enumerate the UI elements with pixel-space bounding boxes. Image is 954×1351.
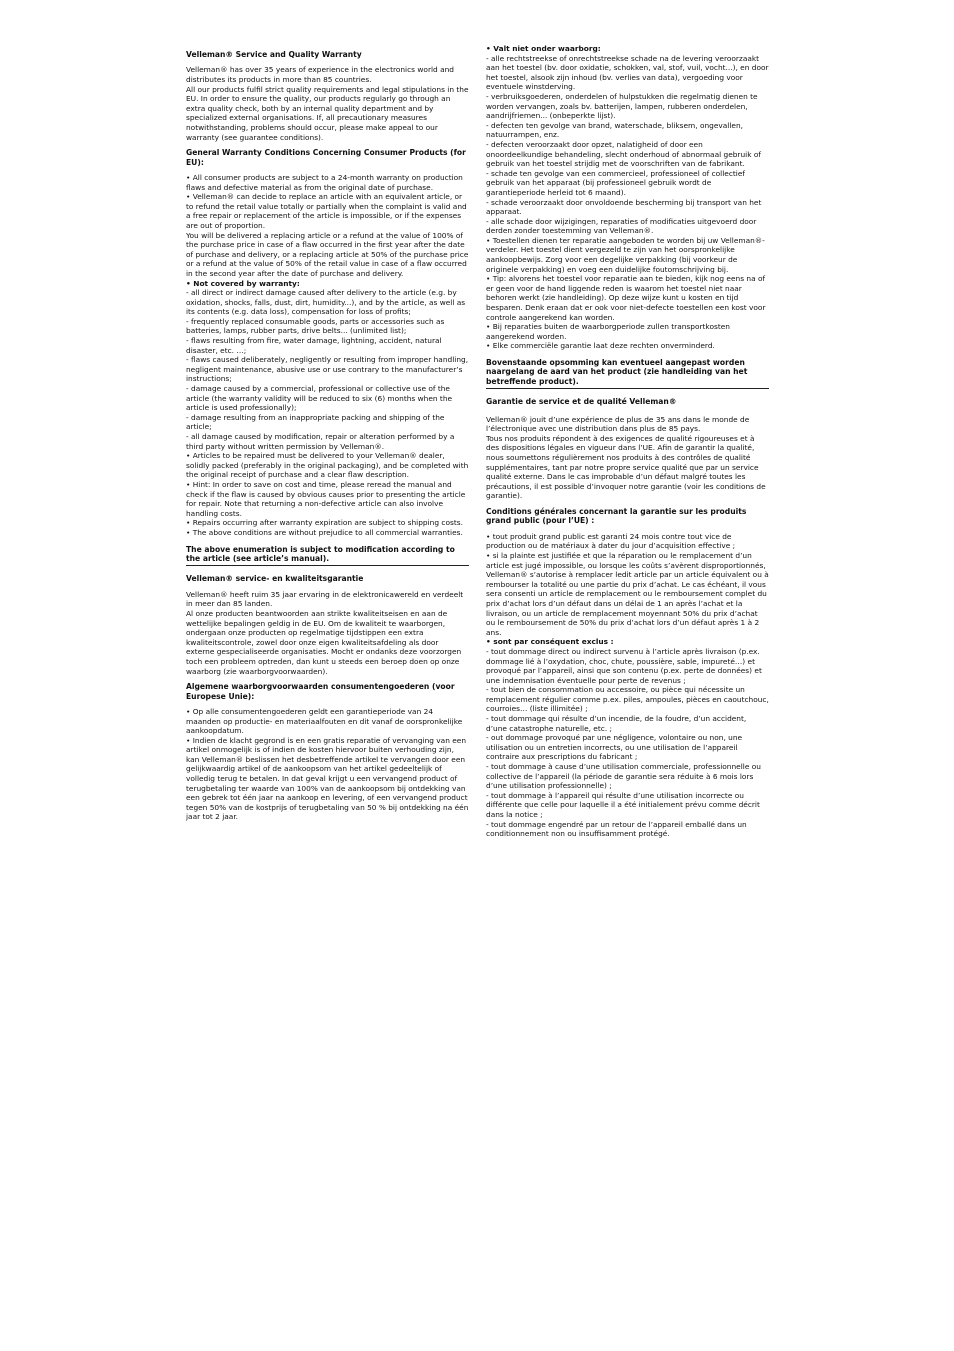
nl-conditions-body: • Op alle consumentengoederen geldt een garantieperiode van 24 maanden op productie- en materiaalfouten en dit vanaf de oorspronkelijke aankoopdatum. • Indien de klacht gegrond is en een gratis reparatie of vervanging van een artikel onmogelijk is of indien de kosten hiervoor buiten verhouding zijn, kan Velleman® beslissen het desbetreffende artikel te vervangen door een gelijkwaardig artikel of de aankoopsom van het artikel gedeeltelijk of volledig terug te betalen. In dat geval krijgt u een vervangend product of terugbetaling ter waarde van 100% van de aankoopsom bij ontdekking van een gebrek tot één jaar na aankoop en levering, of een vervangend product tegen 50% van de kostprijs of terugbetaling van 50 % bij ontdekking na één jaar tot 2 jaar.: [186, 706, 469, 822]
en-not-covered-label: • Not covered by warranty:: [186, 278, 300, 288]
right-column: [486, 44, 769, 839]
en-conditions-title: General Warranty Conditions Concerning Consumer Products (for EU):: [186, 148, 466, 167]
nl-conditions-title: Algemene waarborgvoorwaarden consumentengoederen (voor Europese Unie):: [186, 682, 455, 701]
en-note: The above enumeration is subject to modification according to the article (see article’s manual).: [186, 544, 455, 563]
left-column: [186, 50, 469, 822]
fr-not-covered-body: - tout dommage direct ou indirect survenu à l’article après livraison (p.ex. dommage lié à l’oxydation, choc, chute, poussière, sable, impureté…) et provoqué par l’appareil, ainsi que son contenu (p.ex. perte de données) et une indemnisation éventuelle pour perte de revenus ; - tout bien de consommation ou accessoire, ou pièce qui nécessite un remplacement régulier comme p.ex. piles, ampoules, pièces en caoutchouc, courroies… (liste illimitée) ; - tout dommage qui résulte d’un incendie, de la foudre, d’un accident, d’une catastrophe naturelle, etc. ; - out dommage provoqué par une négligence, volontaire ou non, une utilisation ou un entretien incorrects, ou une utilisation de l’appareil contraire aux prescriptions du fabricant ; - tout dommage à cause d’une utilisation commerciale, professionnelle ou collective de l’appareil (la période de garantie sera réduite à 6 mois lors d’une utilisation professionnelle) ; - tout dommage à l’appareil qui résulte d’une utilisation incorrecte ou différente que celle pour laquelle il a été initialement prévu comme décrit dans la notice ; - tout dommage engendré par un retour de l’appareil emballé dans un conditionnement non ou insuffisamment protégé.: [486, 646, 769, 839]
nl-title: Velleman® service- en kwaliteitsgarantie: [186, 574, 364, 584]
divider: [186, 565, 469, 566]
divider: [486, 388, 769, 389]
fr-not-covered-label: • sont par conséquent exclus :: [486, 637, 614, 647]
en-title: Velleman® Service and Quality Warranty: [186, 50, 362, 59]
en-intro: Velleman® has over 35 years of experience in the electronics world and distributes its products in more than 85 countries. All our products fulfil strict quality requirements and legal stipulations in the EU. In order to ensure the quality, our products regularly go through an extra quality check, both by an internal quality department and by specialized external organisations. If, all precautionary measures notwithstanding, problems should occur, please make appeal to our warranty (see guarantee conditions).: [186, 65, 469, 142]
fr-title: Garantie de service et de qualité Velleman®: [486, 397, 677, 407]
nl-not-covered-body: - alle rechtstreekse of onrechtstreekse schade na de levering veroorzaakt aan het toestel (bv. door oxidatie, schokken, val, stof, vuil, vocht...), en door het toestel, alsook zijn inhoud (bv. verlies van data), vergoeding voor eventuele winstderving. - verbruiksgoederen, onderdelen of hulpstukken die regelmatig dienen te worden vervangen, zoals bv. batterijen, lampen, rubberen onderdelen, aandrijfriemen... (onbeperkte lijst). - defecten ten gevolge van brand, waterschade, bliksem, ongevallen, natuurrampen, enz. - defecten veroorzaakt door opzet, nalatigheid of door een onoordeelkundige behandeling, slecht onderhoud of abnormaal gebruik of gebruik van het toestel strijdig met de voorschriften van de fabrikant. - schade ten gevolge van een commercieel, professioneel of collectief gebruik van het apparaat (bij professioneel gebruik wordt de garantieperiode herleid tot 6 maand). - schade veroorzaakt door onvoldoende bescherming bij transport van het apparaat. - alle schade door wijzigingen, reparaties of modificaties uitgevoerd door derden zonder toestemming van Velleman®. • Toestellen dienen ter reparatie aangeboden te worden bij uw Velleman®-verdeler. Het toestel dient vergezeld te zijn van het oorspronkelijke aankoopbewijs. Zorg voor een degelijke verpakking (bij voorkeur de originele verpakking) en voeg een duidelijke foutomschrijving bij. • Tip: alvorens het toestel voor reparatie aan te bieden, kijk nog eens na of er geen voor de hand liggende reden is waarom het toestel niet naar behoren werkt (zie handleiding). Op deze wijze kunt u kosten en tijd besparen. Denk eraan dat er ook voor niet-defecte toestellen een kost voor controle aangerekend kan worden. • Bij reparaties buiten de waarborgperiode zullen transportkosten aangerekend worden. • Elke commerciële garantie laat deze rechten onverminderd.: [486, 53, 769, 351]
fr-conditions-title: Conditions générales concernant la garantie sur les produits grand public (pour l’UE) :: [486, 506, 747, 526]
nl-note: Bovenstaande opsomming kan eventueel aangepast worden naargelang de aard van het product (zie handleiding van het betreffende product).: [486, 358, 748, 386]
fr-conditions-body: • tout produit grand public est garanti 24 mois contre tout vice de production ou de matériaux à dater du jour d’acquisition effective ; • si la plainte est justifiée et que la réparation ou le remplacement d’un article est jugé impossible, ou lorsque les coûts s’avèrent disproportionnés, Velleman® s’autorise à remplacer ledit article par un article équivalent ou à rembourser la totalité ou une partie du prix d’achat. Le cas échéant, il vous sera consenti un article de remplacement ou le remboursement complet du prix d’achat lors d’un défaut dans un délai de 1 an après l’achat et la livraison, ou un article de remplacement moyennant 50% du prix d’achat ou le remboursement de 50% du prix d’achat lors d’un défaut après 1 à 2 ans.: [486, 531, 769, 637]
en-conditions-body: • All consumer products are subject to a 24-month warranty on production flaws and defective material as from the original date of purchase. • Velleman® can decide to replace an article with an equivalent article, or to refund the retail value totally or partially when the complaint is valid and a free repair or replacement of the article is impossible, or if the expenses are out of proportion. You will be delivered a replacing article or a refund at the value of 100% of the purchase price in case of a flaw occurred in the first year after the date of purchase and delivery, or a replacing article at 50% of the purchase price or a refund at the value of 50% of the retail value in case of a flaw occurred in the second year after the date of purchase and delivery.: [186, 172, 469, 278]
fr-intro: Velleman® jouit d’une expérience de plus de 35 ans dans le monde de l’électronique avec une distribution dans plus de 85 pays. Tous nos produits répondent à des exigences de qualité rigoureuses et à des dispositions légales en vigueur dans l’UE. Afin de garantir la qualité, nous soumettons régulièrement nos produits à des contrôles de qualité supplémentaires, tant par notre propre service qualité que par un service qualité externe. Dans le cas improbable d’un défaut malgré toutes les précautions, il est possible d’invoquer notre garantie (voir les conditions de garantie).: [486, 414, 766, 501]
en-not-covered-body: - all direct or indirect damage caused after delivery to the article (e.g. by oxidation, shocks, falls, dust, dirt, humidity...), and by the article, as well as its contents (e.g. data loss), compensation for loss of profits; - frequently replaced consumable goods, parts or accessories such as batteries, lamps, rubber parts, drive belts... (unlimited list); - flaws resulting from fire, water damage, lightning, accident, natural disaster, etc. …; - flaws caused deliberately, negligently or resulting from improper handling, negligent maintenance, abusive use or use contrary to the manufacturer’s instructions; - damage caused by a commercial, professional or collective use of the article (the warranty validity will be reduced to six (6) months when the article is used professionally); - damage resulting from an inappropriate packing and shipping of the article; - all damage caused by modification, repair or alteration performed by a third party without written permission by Velleman®. • Articles to be repaired must be delivered to your Velleman® dealer, solidly packed (preferably in the original packaging), and be completed with the original receipt of purchase and a clear flaw description. • Hint: In order to save on cost and time, please reread the manual and check if the flaw is caused by obvious causes prior to presenting the article for repair. Note that returning a non-defective article can also involve handling costs. • Repairs occurring after warranty expiration are subject to shipping costs. • The above conditions are without prejudice to all commercial warranties.: [186, 288, 469, 537]
nl-intro: Velleman® heeft ruim 35 jaar ervaring in de elektronicawereld en verdeelt in meer dan 85 landen. Al onze producten beantwoorden aan strikte kwaliteitseisen en aan de wettelijke bepalingen geldig in de EU. Om de kwaliteit te waarborgen, ondergaan onze producten op regelmatige tijdstippen een extra kwaliteitscontrole, zowel door onze eigen kwaliteitsafdeling als door externe gespecialiseerde organisaties. Mocht er ondanks deze voorzorgen toch een probleem optreden, dan kunt u steeds een beroep doen op onze waarborg (zie waarborgvoorwaarden).: [186, 589, 464, 676]
nl-not-covered-label: • Valt niet onder waarborg:: [486, 44, 601, 53]
